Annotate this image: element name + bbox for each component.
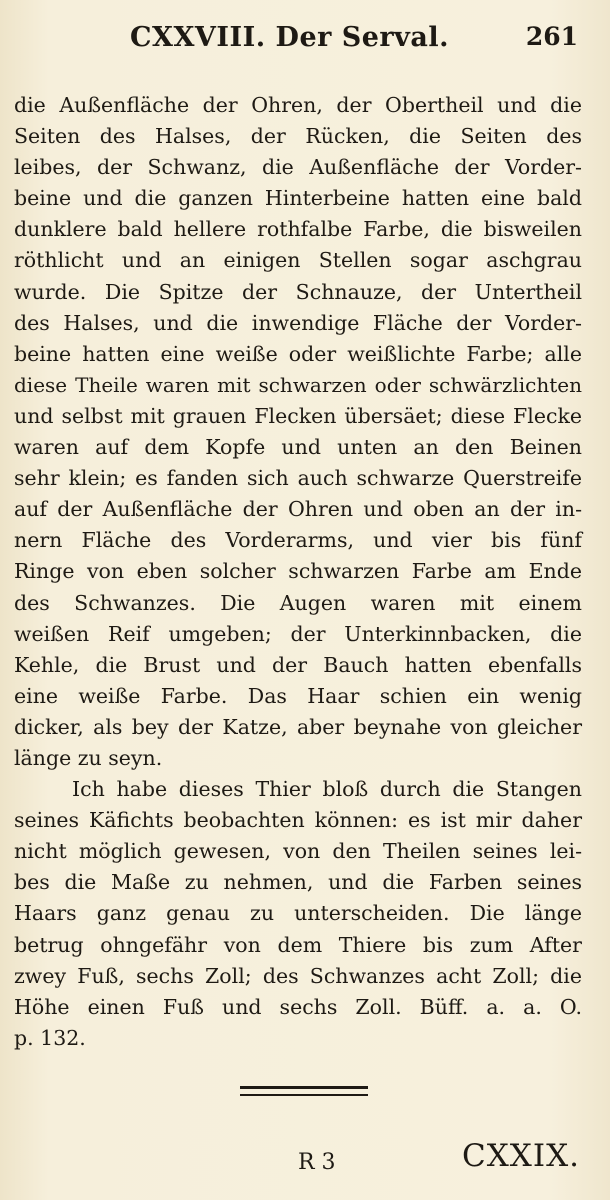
page-header	[130, 22, 582, 62]
text-line: dicker, als bey der Katze, aber beynahe von gleicher	[14, 714, 582, 739]
text-line: auf der Außenfläche der Ohren und oben an der in-	[14, 497, 582, 522]
text-line: beine und die ganzen Hinterbeine hatten eine bald	[14, 186, 582, 211]
text-line: zwey Fuß, sechs Zoll; des Schwanzes acht Zoll; die	[14, 963, 582, 988]
text-line: seines Käfichts beobachten können: es ist mir daher	[14, 808, 582, 833]
text-line: die Außenfläche der Ohren, der Obertheil und die	[14, 93, 582, 117]
catchword: CXXIX.	[461, 1138, 580, 1174]
text-line: bes die Maße zu nehmen, und die Farben seines	[14, 870, 582, 895]
text-line: Ringe von eben solcher schwarzen Farbe am Ende	[14, 559, 582, 584]
text-line: des Halses, und die inwendige Fläche der Vorder-	[14, 310, 582, 335]
text-line: nern Fläche des Vorderarms, und vier bis fünf	[14, 528, 582, 553]
double-rule-divider	[240, 1086, 368, 1096]
running-head: CXXVIII. Der Serval.	[130, 22, 449, 53]
text-line: röthlicht und an einigen Stellen sogar aschgrau	[14, 248, 582, 273]
text-line: eine weiße Farbe. Das Haar schien ein wenig	[14, 683, 582, 708]
signature-mark: R 3	[298, 1150, 336, 1175]
text-line: länge zu seyn.	[14, 745, 163, 770]
text-line: Ich habe dieses Thier bloß durch die Stangen	[72, 777, 582, 802]
text-line: und selbst mit grauen Flecken übersäet; diese Flecke	[14, 403, 582, 428]
text-line: leibes, der Schwanz, die Außenfläche der Vorder-	[14, 155, 582, 180]
text-line: p. 132.	[14, 1025, 86, 1050]
text-line: Seiten des Halses, der Rücken, die Seiten des	[14, 124, 582, 149]
text-line: Haars ganz genau zu unterscheiden. Die länge	[14, 901, 582, 926]
text-line: nicht möglich gewesen, von den Theilen seines lei-	[14, 839, 582, 864]
text-line: betrug ohngefähr von dem Thiere bis zum After	[14, 932, 582, 957]
text-line: sehr klein; es fanden sich auch schwarze Querstreife	[14, 466, 582, 491]
body-text	[14, 90, 582, 1054]
text-line: beine hatten eine weiße oder weißlichte Farbe; alle	[14, 341, 582, 366]
text-line: weißen Reif umgeben; der Unterkinnbacken, die	[14, 621, 582, 646]
text-line: Höhe einen Fuß und sechs Zoll. Büff. a. a. O.	[14, 994, 582, 1019]
text-line: dunklere bald hellere rothfalbe Farbe, die bisweilen	[14, 217, 582, 242]
text-line: Kehle, die Brust und der Bauch hatten ebenfalls	[14, 652, 582, 677]
text-line: des Schwanzes. Die Augen waren mit einem	[14, 590, 582, 615]
page-number: 261	[525, 22, 578, 51]
text-line: wurde. Die Spitze der Schnauze, der Untertheil	[14, 279, 582, 304]
text-line: diese Theile waren mit schwarzen oder schwärzlichten	[14, 372, 582, 397]
text-line: waren auf dem Kopfe und unten an den Beinen	[14, 435, 582, 460]
